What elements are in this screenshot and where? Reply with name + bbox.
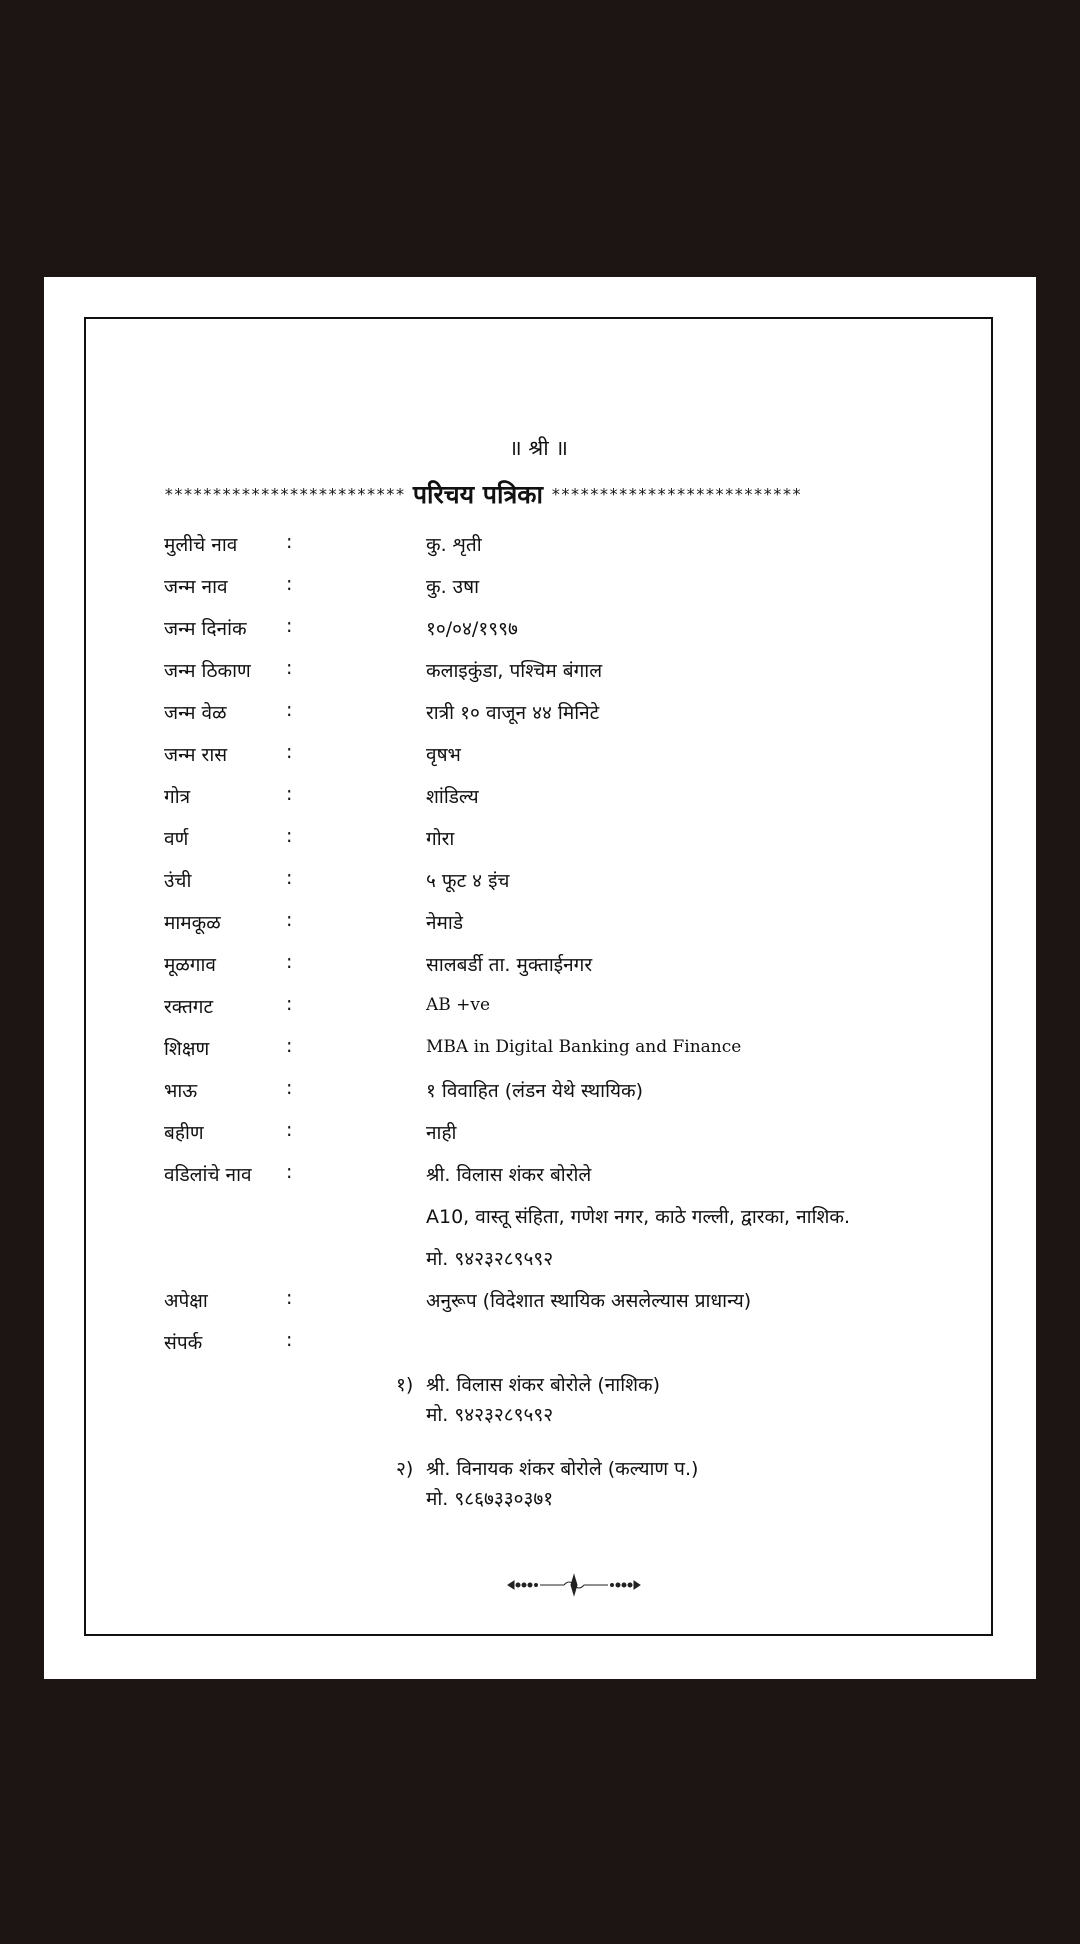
field-colon: : xyxy=(286,867,293,889)
field-label: रक्तगट xyxy=(164,996,214,1018)
field-colon: : xyxy=(286,1161,293,1183)
field-value: कु. शृती xyxy=(426,534,482,556)
field-colon: : xyxy=(286,1077,293,1099)
field-label: मुलीचे नाव xyxy=(164,534,238,556)
field-label: बहीण xyxy=(164,1122,204,1144)
contact-name: श्री. विलास शंकर बोरोले (नाशिक) xyxy=(426,1374,661,1396)
field-value: ५ फूट ४ इंच xyxy=(426,870,510,892)
field-colon: : xyxy=(286,573,293,595)
title-row xyxy=(164,477,924,511)
contact-phone: मो. ९८६७३३०३७१ xyxy=(426,1488,554,1510)
field-colon: : xyxy=(286,993,293,1015)
contact-name: श्री. विनायक शंकर बोरोले (कल्याण प.) xyxy=(426,1458,699,1480)
field-value: AB +ve xyxy=(426,995,491,1015)
field-colon: : xyxy=(286,741,293,763)
field-label: वडिलांचे नाव xyxy=(164,1164,252,1186)
field-label: शिक्षण xyxy=(164,1038,210,1060)
field-label: जन्म वेळ xyxy=(164,702,227,724)
field-value: १ विवाहित (लंडन येथे स्थायिक) xyxy=(426,1080,644,1102)
field-label: मामकूळ xyxy=(164,912,221,934)
field-colon: : xyxy=(286,1329,293,1351)
field-colon: : xyxy=(286,699,293,721)
field-colon: : xyxy=(286,531,293,553)
field-label: जन्म दिनांक xyxy=(164,618,247,640)
field-label: अपेक्षा xyxy=(164,1290,208,1312)
contact-number: १) xyxy=(396,1374,414,1396)
flourish-ornament-icon xyxy=(504,1571,644,1599)
title-stars-left: ************************* xyxy=(164,484,405,504)
field-colon: : xyxy=(286,657,293,679)
contact-number: २) xyxy=(396,1458,414,1480)
field-colon: : xyxy=(286,909,293,931)
field-value: नेमाडे xyxy=(426,912,463,934)
field-value: श्री. विलास शंकर बोरोले xyxy=(426,1164,592,1186)
father-address: A10, वास्तू संहिता, गणेश नगर, काठे गल्ली, द्वारका, नाशिक. xyxy=(426,1206,851,1228)
field-label: मूळगाव xyxy=(164,954,216,976)
field-label: गोत्र xyxy=(164,786,191,808)
field-label: जन्म नाव xyxy=(164,576,228,598)
father-phone: मो. ९४२३२८९५९२ xyxy=(426,1248,554,1270)
field-colon: : xyxy=(286,1035,293,1057)
field-colon: : xyxy=(286,783,293,805)
contact-phone: मो. ९४२३२८९५९२ xyxy=(426,1404,554,1426)
field-colon: : xyxy=(286,1119,293,1141)
field-label: जन्म रास xyxy=(164,744,228,766)
field-colon: : xyxy=(286,825,293,847)
field-colon: : xyxy=(286,1287,293,1309)
field-value: रात्री १० वाजून ४४ मिनिटे xyxy=(426,702,600,724)
field-label: वर्ण xyxy=(164,828,189,850)
field-value: १०/०४/१९९७ xyxy=(426,618,518,640)
field-value: सालबर्डी ता. मुक्ताईनगर xyxy=(426,954,593,976)
field-label: संपर्क xyxy=(164,1332,203,1354)
title-stars-right: ************************** xyxy=(550,484,802,504)
field-label: भाऊ xyxy=(164,1080,198,1102)
field-label: जन्म ठिकाण xyxy=(164,660,251,682)
shree-heading: ॥ श्री ॥ xyxy=(509,436,568,460)
field-value: कु. उषा xyxy=(426,576,479,598)
field-label: उंची xyxy=(164,870,192,892)
field-colon: : xyxy=(286,951,293,973)
field-value: कलाइकुंडा, पश्चिम बंगाल xyxy=(426,660,603,682)
field-colon: : xyxy=(286,615,293,637)
field-value: वृषभ xyxy=(426,744,461,766)
document-border xyxy=(84,317,993,1636)
document-sheet xyxy=(44,277,1036,1679)
field-value: नाही xyxy=(426,1122,457,1144)
field-value: अनुरूप (विदेशात स्थायिक असलेल्यास प्राधान्य) xyxy=(426,1290,752,1312)
field-value: गोरा xyxy=(426,828,455,850)
page-title: परिचय पत्रिका xyxy=(412,480,543,509)
field-value: MBA in Digital Banking and Finance xyxy=(426,1037,742,1057)
field-value: शांडिल्य xyxy=(426,786,479,808)
